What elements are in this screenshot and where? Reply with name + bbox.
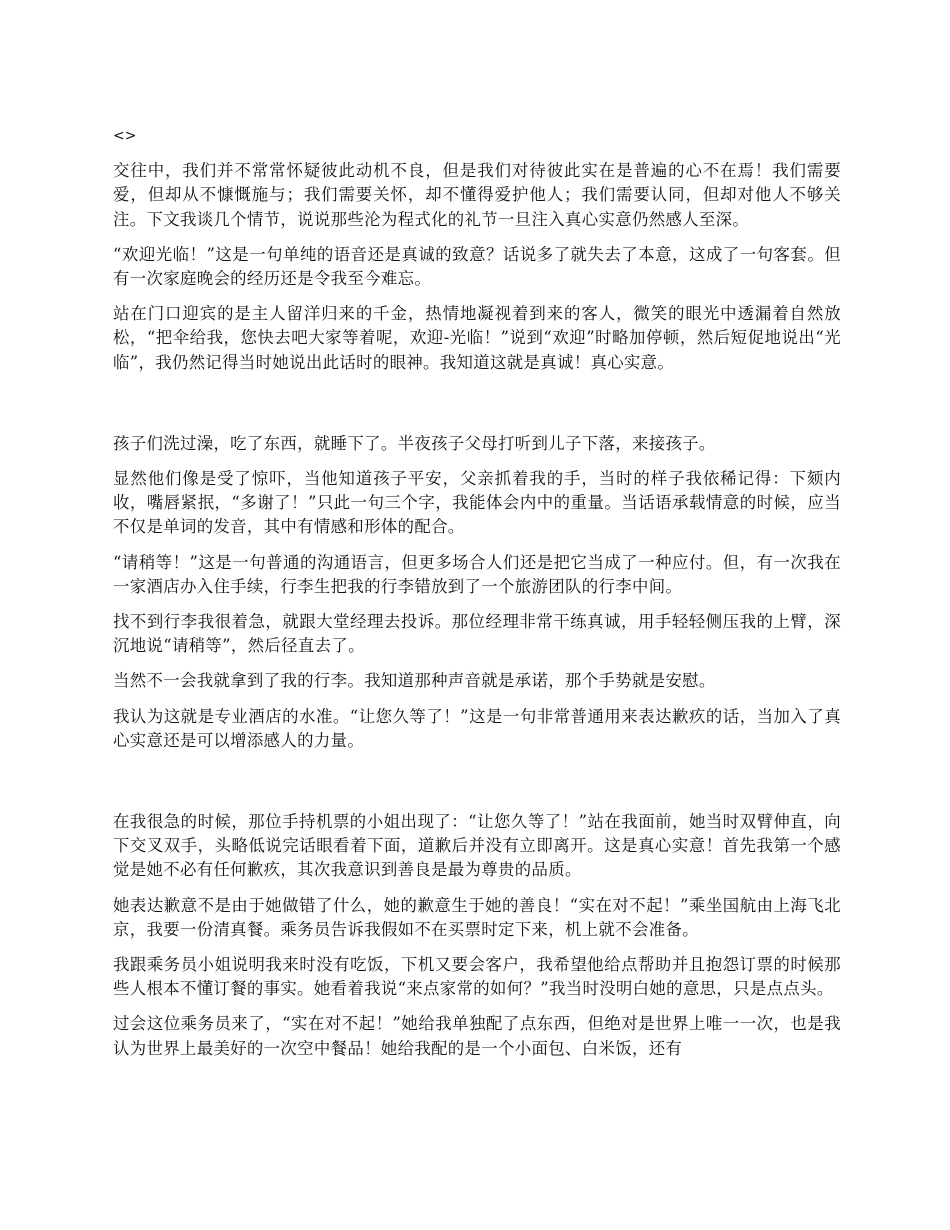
paragraph: 过会这位乘务员来了，“实在对不起！”她给我单独配了点东西，但绝对是世界上唯一一次，也是我认为世界上最美好的一次空中餐品！她给我配的是一个小面包、白米饭，还有 [113, 1014, 841, 1058]
paragraph: 交往中，我们并不常常怀疑彼此动机不良，但是我们对待彼此实在是普遍的心不在焉！我们需要爱，但却从不慷慨施与；我们需要关怀，却不懂得爱护他人；我们需要认同，但却对他人不够关注。下文我谈几个情节，说说那些沦为程式化的礼节一旦注入真心实意仍然感人至深。 [113, 161, 841, 229]
source-marker: <> [113, 128, 137, 144]
paragraph: 显然他们像是受了惊吓，当他知道孩子平安，父亲抓着我的手，当时的样子我依稀记得：下颏内收，嘴唇紧抿，“多谢了！”只此一句三个字，我能体会内中的重量。当话语承载情意的时候，应当不仅是单词的发音，其中有情感和形体的配合。 [113, 469, 841, 537]
paragraph: 当然不一会我就拿到了我的行李。我知道那种声音就是承诺，那个手势就是安慰。 [113, 671, 716, 691]
document-page [113, 124, 841, 1072]
paragraph: 站在门口迎宾的是主人留洋归来的千金，热情地凝视着到来的客人，微笑的眼光中透漏着自然放松，“把伞给我，您快去吧大家等着呢，欢迎-光临！”说到“欢迎”时略加停顿，然后短促地说出“光临”，我仍然记得当时她说出此话时的眼神。我知道这就是真诚！真心实意。 [113, 304, 841, 372]
paragraph: 我认为这就是专业酒店的水准。“让您久等了！”这是一句非常普通用来表达歉疚的话，当加入了真心实意还是可以增添感人的力量。 [113, 706, 841, 750]
paragraph: 在我很急的时候，那位手持机票的小姐出现了：“让您久等了！”站在我面前，她当时双臂伸直，向下交叉双手，头略低说完话眼看着下面，道歉后并没有立即离开。这是真心实意！首先我第一个感觉是她不必有任何歉疚，其次我意识到善良是最为尊贵的品质。 [113, 812, 841, 880]
paragraph: 找不到行李我很着急，就跟大堂经理去投诉。那位经理非常干练真诚，用手轻轻侧压我的上臂，深沉地说“请稍等”，然后径直去了。 [113, 612, 841, 656]
paragraph: 她表达歉意不是由于她做错了什么，她的歉意生于她的善良！“实在对不起！”乘坐国航由上海飞北京，我要一份清真餐。乘务员告诉我假如不在买票时定下来，机上就不会准备。 [113, 895, 841, 939]
paragraph: 我跟乘务员小姐说明我来时没有吃饭，下机又要会客户，我希望他给点帮助并且抱怨订票的时候那些人根本不懂订餐的事实。她看着我说“来点家常的如何？”我当时没明白她的意思，只是点点头。 [113, 955, 841, 999]
paragraph: “欢迎光临！”这是一句单纯的语音还是真诚的致意？话说多了就失去了本意，这成了一句客套。但有一次家庭晚会的经历还是令我至今难忘。 [113, 244, 841, 289]
paragraph: “请稍等！”这是一句普通的沟通语言，但更多场合人们还是把它当成了一种应付。但，有一次我在一家酒店办入住手续，行李生把我的行李错放到了一个旅游团队的行李中间。 [113, 552, 841, 596]
paragraph: 孩子们洗过澡，吃了东西，就睡下了。半夜孩子父母打听到儿子下落，来接孩子。 [113, 433, 716, 453]
section-break [113, 764, 841, 810]
section-break [113, 386, 841, 432]
